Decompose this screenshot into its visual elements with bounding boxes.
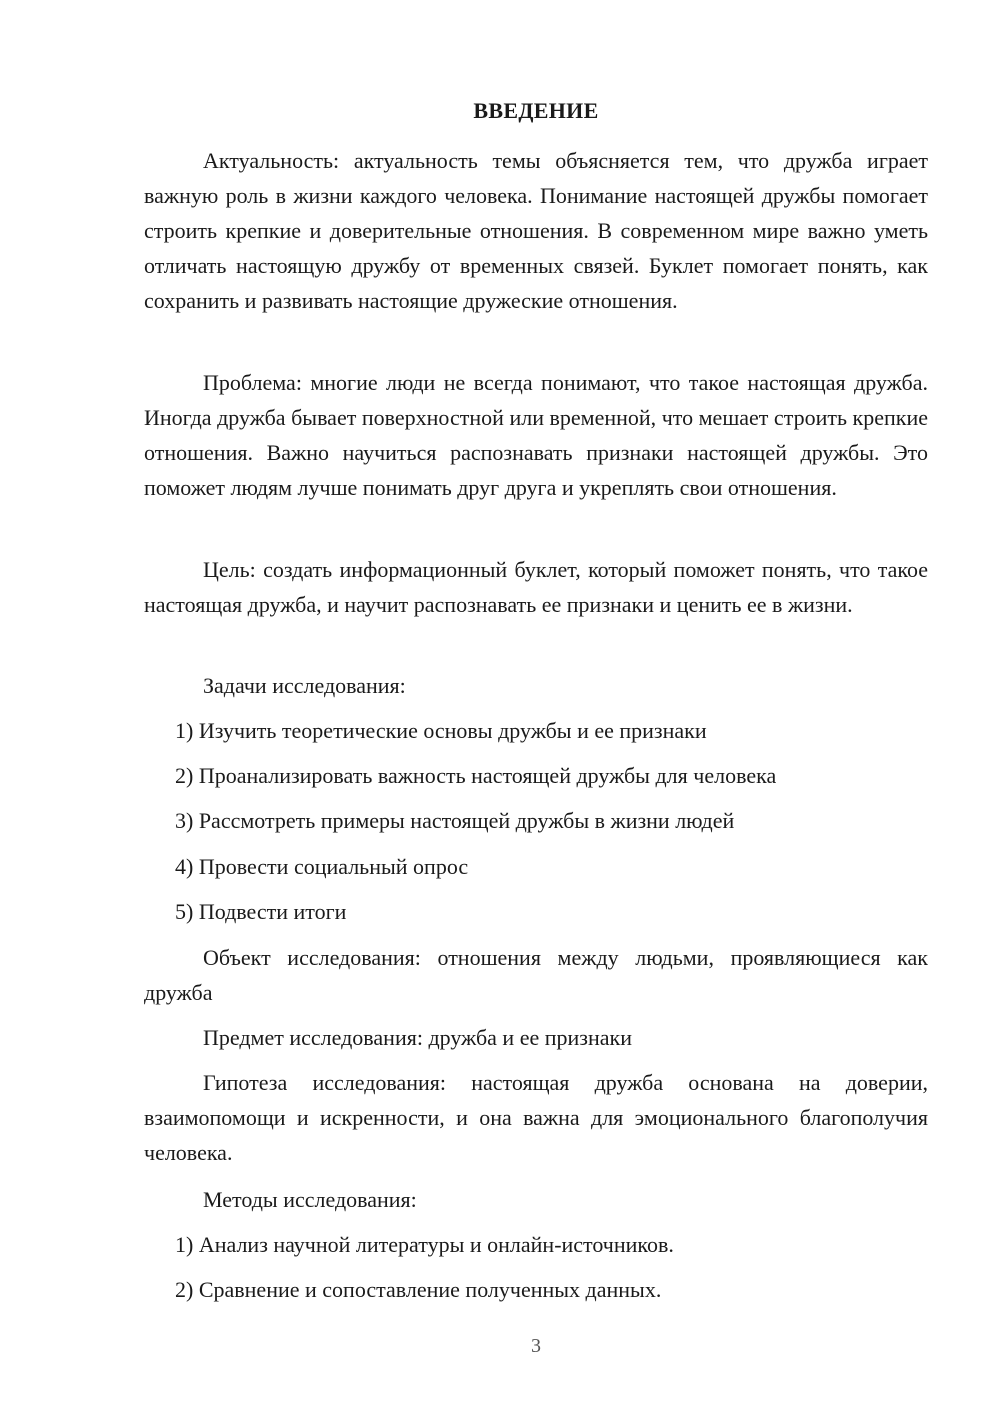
- section-title: ВВЕДЕНИЕ: [473, 98, 599, 123]
- goal-paragraph: Цель: создать информационный буклет, который поможет понять, что такое настоящая дружба, и научит распознавать ее признаки и ценить ее в жизни.: [144, 557, 928, 617]
- method-item: 2) Сравнение и сопоставление полученных данных.: [175, 1277, 662, 1302]
- object-paragraph: Объект исследования: отношения между людьми, проявляющиеся как дружба: [144, 945, 928, 1005]
- problem-paragraph: Проблема: многие люди не всегда понимают, что такое настоящая дружба. Иногда дружба бывает поверхностной или временной, что мешает строить крепкие отношения. Важно научиться распознавать признаки настоящей дружбы. Это поможет людям лучше понимать друг друга и укреплять свои отношения.: [144, 370, 928, 500]
- method-item: 1) Анализ научной литературы и онлайн-источников.: [175, 1232, 674, 1257]
- methods-heading: Методы исследования:: [203, 1187, 417, 1212]
- task-item: 2) Проанализировать важность настоящей дружбы для человека: [175, 763, 777, 788]
- tasks-heading: Задачи исследования:: [203, 673, 406, 698]
- task-item: 4) Провести социальный опрос: [175, 854, 469, 879]
- subject-paragraph: Предмет исследования: дружба и ее признаки: [203, 1025, 632, 1050]
- task-item: 5) Подвести итоги: [175, 899, 347, 924]
- task-item: 3) Рассмотреть примеры настоящей дружбы в жизни людей: [175, 808, 735, 833]
- relevance-paragraph: Актуальность: актуальность темы объясняется тем, что дружба играет важную роль в жизни каждого человека. Понимание настоящей дружбы помогает строить крепкие и доверительные отношения. В современном мире важно уметь отличать настоящую дружбу от временных связей. Буклет помогает понять, как сохранить и развивать настоящие дружеские отношения.: [144, 148, 928, 313]
- page-number: 3: [531, 1335, 541, 1357]
- hypothesis-paragraph: Гипотеза исследования: настоящая дружба основана на доверии, взаимопомощи и искренности, и она важна для эмоционального благополучия человека.: [144, 1070, 928, 1165]
- task-item: 1) Изучить теоретические основы дружбы и ее признаки: [175, 718, 707, 743]
